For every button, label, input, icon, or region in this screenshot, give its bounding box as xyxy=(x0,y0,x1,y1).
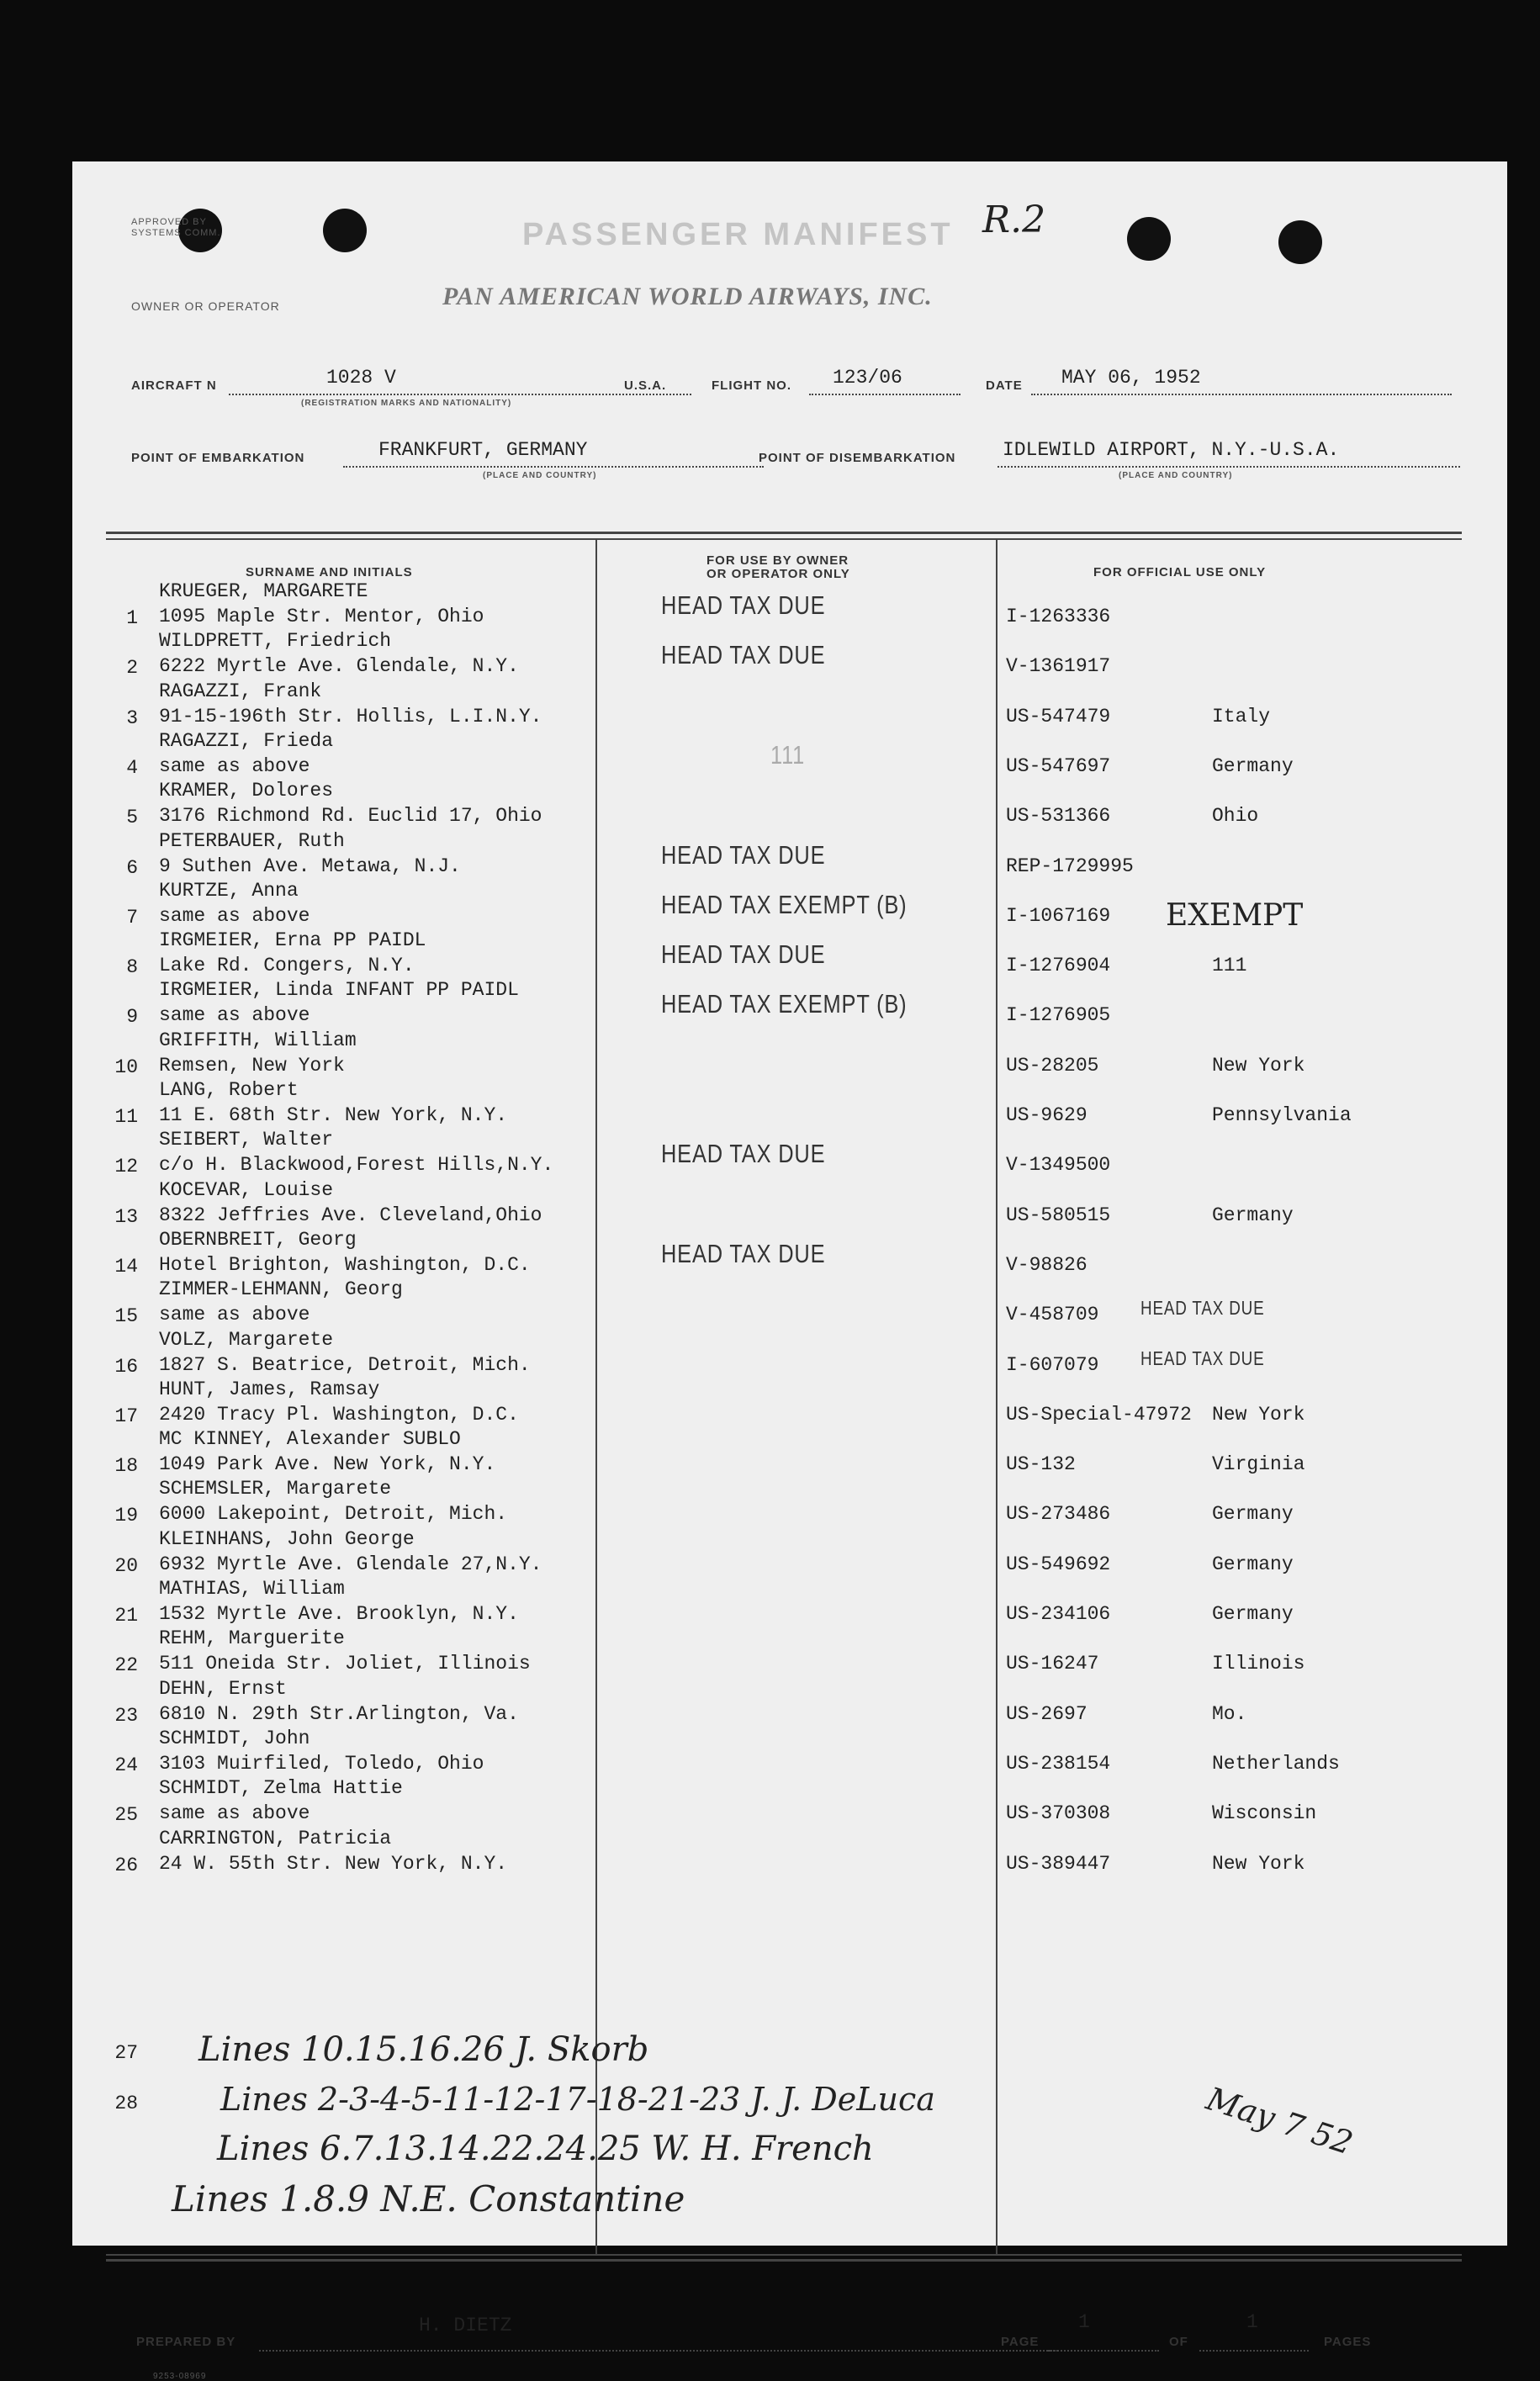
line-number: 24 xyxy=(114,1754,138,1776)
passenger-name: CARRINGTON, Patricia xyxy=(159,1827,392,1849)
page-label: PAGE xyxy=(1001,2335,1040,2349)
passenger-row xyxy=(72,680,1507,733)
official-remark: EXEMPT xyxy=(1166,897,1304,933)
official-remark: Virginia xyxy=(1212,1453,1305,1476)
passenger-address: same as above xyxy=(159,1802,310,1825)
official-number: V-1349500 xyxy=(1006,1154,1111,1177)
passenger-address: 2420 Tracy Pl. Washington, D.C. xyxy=(159,1403,519,1426)
passenger-row xyxy=(72,1728,1507,1780)
disembarkation-label: POINT OF DISEMBARKATION xyxy=(759,451,956,465)
official-remark: Germany xyxy=(1212,1204,1294,1226)
line-number: 26 xyxy=(114,1854,138,1876)
official-number: US-547697 xyxy=(1006,754,1111,777)
line-number: 6 xyxy=(126,856,138,879)
punch-hole xyxy=(1278,220,1322,264)
passenger-address: 3103 Muirfiled, Toledo, Ohio xyxy=(159,1752,484,1775)
line-number: 12 xyxy=(114,1156,138,1178)
passenger-address: 1095 Maple Str. Mentor, Ohio xyxy=(159,606,484,627)
official-number: US-9629 xyxy=(1006,1104,1088,1126)
passenger-name: SEIBERT, Walter xyxy=(159,1129,334,1151)
passenger-row xyxy=(72,1578,1507,1630)
owner-stamp: HEAD TAX DUE xyxy=(661,1139,826,1169)
passenger-row xyxy=(72,1528,1507,1580)
signature-line: Lines 10.15.16.26 J. Skorb xyxy=(198,2030,649,2069)
passenger-address: 8322 Jeffries Ave. Cleveland,Ohio xyxy=(159,1204,542,1226)
official-number: US-547479 xyxy=(1006,705,1111,728)
passenger-name: RAGAZZI, Frank xyxy=(159,680,322,702)
official-remark: Germany xyxy=(1212,754,1294,777)
passenger-name: IRGMEIER, Erna PP PAIDL xyxy=(159,929,426,952)
owner-stamp: HEAD TAX DUE xyxy=(661,939,826,970)
official-number: I-1263336 xyxy=(1006,606,1111,627)
aircraft-sublabel: (REGISTRATION MARKS AND NATIONALITY) xyxy=(301,399,512,408)
owner-stamp: HEAD TAX DUE xyxy=(661,1238,826,1268)
passenger-row xyxy=(72,1678,1507,1730)
column-header-owner-line2: OR OPERATOR ONLY xyxy=(706,567,850,581)
column-header-official: FOR OFFICIAL USE ONLY xyxy=(1093,565,1267,579)
line-number: 11 xyxy=(114,1106,138,1128)
line-number: 16 xyxy=(114,1355,138,1378)
official-number: REP-1729995 xyxy=(1006,855,1134,877)
passenger-name: MATHIAS, William xyxy=(159,1578,345,1600)
official-number: US-549692 xyxy=(1006,1553,1111,1575)
passenger-row xyxy=(72,580,1507,632)
line-number: 25 xyxy=(114,1804,138,1827)
passenger-row xyxy=(72,929,1507,982)
official-remark: Ohio xyxy=(1212,805,1259,828)
official-number: US-28205 xyxy=(1006,1054,1099,1077)
line-number: 4 xyxy=(126,756,138,779)
passenger-row xyxy=(72,1478,1507,1530)
aircraft-label: AIRCRAFT N xyxy=(131,378,217,393)
official-number: US-132 xyxy=(1006,1453,1076,1476)
official-remark: HEAD TAX DUE xyxy=(1140,1347,1265,1369)
passenger-address: 91-15-196th Str. Hollis, L.I.N.Y. xyxy=(159,705,542,728)
official-remark: New York xyxy=(1212,1403,1305,1426)
passenger-address: same as above xyxy=(159,754,310,777)
passenger-row xyxy=(72,1828,1507,1880)
passenger-name: OBERNBREIT, Georg xyxy=(159,1228,357,1251)
line-number: 23 xyxy=(114,1704,138,1727)
line-number: 15 xyxy=(114,1305,138,1328)
passenger-row xyxy=(72,1329,1507,1381)
passenger-name: GRIFFITH, William xyxy=(159,1029,357,1051)
passenger-row xyxy=(72,1278,1507,1331)
official-number: V-98826 xyxy=(1006,1253,1088,1276)
official-remark: New York xyxy=(1212,1054,1305,1077)
owner-stamp: HEAD TAX EXEMPT (B) xyxy=(661,989,908,1019)
signature-line: Lines 2-3-4-5-11-12-17-18-21-23 J. J. DeLuca xyxy=(220,2081,935,2118)
official-number: US-531366 xyxy=(1006,805,1111,828)
passenger-row xyxy=(72,1627,1507,1680)
passenger-name: KOCEVAR, Louise xyxy=(159,1178,334,1201)
passenger-name: SCHMIDT, John xyxy=(159,1727,310,1749)
passenger-name: ZIMMER-LEHMANN, Georg xyxy=(159,1278,403,1301)
signature-line: Lines 6.7.13.14.22.24.25 W. H. French xyxy=(217,2130,874,2168)
line-number: 9 xyxy=(126,1006,138,1029)
pages-label: PAGES xyxy=(1324,2335,1372,2349)
passenger-name: REHM, Marguerite xyxy=(159,1627,345,1650)
aircraft-value: 1028 V xyxy=(326,367,396,389)
official-remark: Italy xyxy=(1212,705,1271,728)
punch-hole xyxy=(1127,217,1171,261)
passenger-row xyxy=(72,630,1507,682)
passenger-address: 9 Suthen Ave. Metawa, N.J. xyxy=(159,855,461,877)
official-remark: Wisconsin xyxy=(1212,1802,1317,1825)
line-number: 1 xyxy=(126,607,138,629)
passenger-row xyxy=(72,1079,1507,1131)
official-remark: Germany xyxy=(1212,1553,1294,1575)
official-remark: Netherlands xyxy=(1212,1752,1340,1775)
embarkation-value: FRANKFURT, GERMANY xyxy=(378,439,588,461)
official-remark: HEAD TAX DUE xyxy=(1140,1297,1265,1320)
official-number: US-370308 xyxy=(1006,1802,1111,1825)
passenger-name: RAGAZZI, Frieda xyxy=(159,729,334,752)
passenger-address: c/o H. Blackwood,Forest Hills,N.Y. xyxy=(159,1154,554,1177)
flight-value: 123/06 xyxy=(833,367,902,389)
line-number: 8 xyxy=(126,956,138,979)
official-number: US-2697 xyxy=(1006,1702,1088,1725)
line-number: 18 xyxy=(114,1455,138,1478)
passenger-name: MC KINNEY, Alexander SUBLO xyxy=(159,1428,461,1451)
passenger-address: 6000 Lakepoint, Detroit, Mich. xyxy=(159,1503,508,1526)
manifest-sheet xyxy=(72,161,1507,2381)
passenger-address: Lake Rd. Congers, N.Y. xyxy=(159,955,415,977)
official-number: I-1276905 xyxy=(1006,1004,1111,1027)
line-number: 10 xyxy=(114,1056,138,1078)
signature-line: Lines 1.8.9 N.E. Constantine xyxy=(172,2178,685,2220)
usa-label: U.S.A. xyxy=(624,378,667,393)
official-number: I-1067169 xyxy=(1006,904,1111,927)
passenger-row xyxy=(72,1129,1507,1181)
passenger-name: KRUEGER, MARGARETE xyxy=(159,580,368,602)
owner-stamp: HEAD TAX DUE xyxy=(661,590,826,620)
page-value: 1 xyxy=(1078,2311,1090,2333)
line-number: 28 xyxy=(114,2093,138,2114)
owner-stamp: HEAD TAX DUE xyxy=(661,640,826,670)
owner-stamp: 111 xyxy=(770,739,806,770)
prepared-by-label: PREPARED BY xyxy=(136,2335,236,2349)
passenger-row xyxy=(72,1229,1507,1281)
official-number: US-16247 xyxy=(1006,1653,1099,1675)
owner-label: OWNER OR OPERATOR xyxy=(131,299,280,313)
passenger-name: KURTZE, Anna xyxy=(159,879,299,902)
passenger-address: 6932 Myrtle Ave. Glendale 27,N.Y. xyxy=(159,1553,542,1575)
disembarkation-value: IDLEWILD AIRPORT, N.Y.-U.S.A. xyxy=(1003,439,1340,461)
passenger-address: 511 Oneida Str. Joliet, Illinois xyxy=(159,1653,531,1675)
official-number: US-273486 xyxy=(1006,1503,1111,1526)
line-number: 2 xyxy=(126,657,138,680)
line-number: 7 xyxy=(126,906,138,929)
passenger-row xyxy=(72,1029,1507,1082)
manifest-title: PASSENGER MANIFEST xyxy=(522,217,954,252)
passenger-address: 1049 Park Ave. New York, N.Y. xyxy=(159,1453,496,1476)
line-number: 17 xyxy=(114,1405,138,1427)
passenger-row xyxy=(72,1179,1507,1231)
of-label: OF xyxy=(1169,2335,1188,2349)
passenger-address: same as above xyxy=(159,1004,310,1027)
official-remark: Germany xyxy=(1212,1603,1294,1625)
passenger-name: IRGMEIER, Linda INFANT PP PAIDL xyxy=(159,979,519,1002)
passenger-name: HUNT, James, Ramsay xyxy=(159,1378,380,1400)
passenger-row xyxy=(72,830,1507,882)
date-label: DATE xyxy=(986,378,1023,393)
passenger-row xyxy=(72,979,1507,1031)
passenger-name: PETERBAUER, Ruth xyxy=(159,829,345,852)
line-number: 27 xyxy=(114,2042,138,2064)
passenger-row xyxy=(72,1777,1507,1829)
passenger-row xyxy=(72,730,1507,782)
official-remark: Illinois xyxy=(1212,1653,1305,1675)
official-number: V-458709 xyxy=(1006,1304,1099,1326)
official-number: US-234106 xyxy=(1006,1603,1111,1625)
owner-stamp: HEAD TAX DUE xyxy=(661,839,826,870)
pages-value: 1 xyxy=(1246,2311,1258,2333)
passenger-address: 6222 Myrtle Ave. Glendale, N.Y. xyxy=(159,655,519,678)
passenger-address: same as above xyxy=(159,1304,310,1326)
official-number: US-Special-47972 xyxy=(1006,1403,1192,1426)
signature-date: May 7 52 xyxy=(1202,2080,1357,2162)
line-number: 20 xyxy=(114,1554,138,1577)
official-remark: Mo. xyxy=(1212,1702,1247,1725)
passenger-address: 11 E. 68th Str. New York, N.Y. xyxy=(159,1104,508,1126)
punch-hole xyxy=(323,209,367,252)
official-number: US-580515 xyxy=(1006,1204,1111,1226)
passenger-address: 6810 N. 29th Str.Arlington, Va. xyxy=(159,1702,519,1725)
date-value: MAY 06, 1952 xyxy=(1061,367,1201,389)
flight-label: FLIGHT NO. xyxy=(712,378,791,393)
passenger-row xyxy=(72,1378,1507,1431)
official-remark: Germany xyxy=(1212,1503,1294,1526)
column-header-surname: SURNAME AND INITIALS xyxy=(246,565,413,579)
passenger-address: Remsen, New York xyxy=(159,1054,345,1077)
passenger-address: Hotel Brighton, Washington, D.C. xyxy=(159,1253,531,1276)
form-reference: APPROVED BY SYSTEMS COMM. xyxy=(131,217,221,238)
prepared-by-value: H. DIETZ xyxy=(419,2315,512,2336)
line-number: 5 xyxy=(126,807,138,829)
passenger-address: 1827 S. Beatrice, Detroit, Mich. xyxy=(159,1353,531,1376)
line-number: 19 xyxy=(114,1505,138,1527)
official-remark: Pennsylvania xyxy=(1212,1104,1352,1126)
passenger-name: WILDPRETT, Friedrich xyxy=(159,630,392,653)
handwritten-annotation: R.2 xyxy=(982,198,1046,241)
form-number: 9253-08969 xyxy=(153,2372,207,2381)
passenger-name: KLEINHANS, John George xyxy=(159,1527,415,1550)
embarkation-label: POINT OF EMBARKATION xyxy=(131,451,305,465)
line-number: 13 xyxy=(114,1205,138,1228)
passenger-address: 1532 Myrtle Ave. Brooklyn, N.Y. xyxy=(159,1603,519,1625)
official-number: I-607079 xyxy=(1006,1353,1099,1376)
passenger-name: SCHMIDT, Zelma Hattie xyxy=(159,1777,403,1800)
owner-name: PAN AMERICAN WORLD AIRWAYS, INC. xyxy=(442,283,933,310)
passenger-name: KRAMER, Dolores xyxy=(159,780,334,802)
passenger-address: same as above xyxy=(159,904,310,927)
official-remark: 111 xyxy=(1212,955,1247,977)
embarkation-sublabel: (PLACE AND COUNTRY) xyxy=(483,471,597,480)
passenger-row xyxy=(72,780,1507,832)
line-number: 21 xyxy=(114,1605,138,1627)
line-number: 14 xyxy=(114,1255,138,1278)
passenger-name: SCHEMSLER, Margarete xyxy=(159,1478,392,1500)
passenger-name: DEHN, Ernst xyxy=(159,1677,287,1700)
official-remark: New York xyxy=(1212,1852,1305,1875)
owner-stamp: HEAD TAX EXEMPT (B) xyxy=(661,889,908,919)
official-number: I-1276904 xyxy=(1006,955,1111,977)
column-header-owner-line1: FOR USE BY OWNER xyxy=(706,553,849,568)
passenger-row xyxy=(72,880,1507,932)
disembarkation-sublabel: (PLACE AND COUNTRY) xyxy=(1119,471,1233,480)
line-number: 3 xyxy=(126,706,138,729)
passenger-name: LANG, Robert xyxy=(159,1079,299,1101)
passenger-address: 3176 Richmond Rd. Euclid 17, Ohio xyxy=(159,805,542,828)
passenger-name: VOLZ, Margarete xyxy=(159,1328,334,1351)
passenger-row xyxy=(72,1428,1507,1480)
official-number: US-238154 xyxy=(1006,1752,1111,1775)
passenger-address: 24 W. 55th Str. New York, N.Y. xyxy=(159,1852,508,1875)
official-number: US-389447 xyxy=(1006,1852,1111,1875)
official-number: V-1361917 xyxy=(1006,655,1111,678)
line-number: 22 xyxy=(114,1654,138,1677)
